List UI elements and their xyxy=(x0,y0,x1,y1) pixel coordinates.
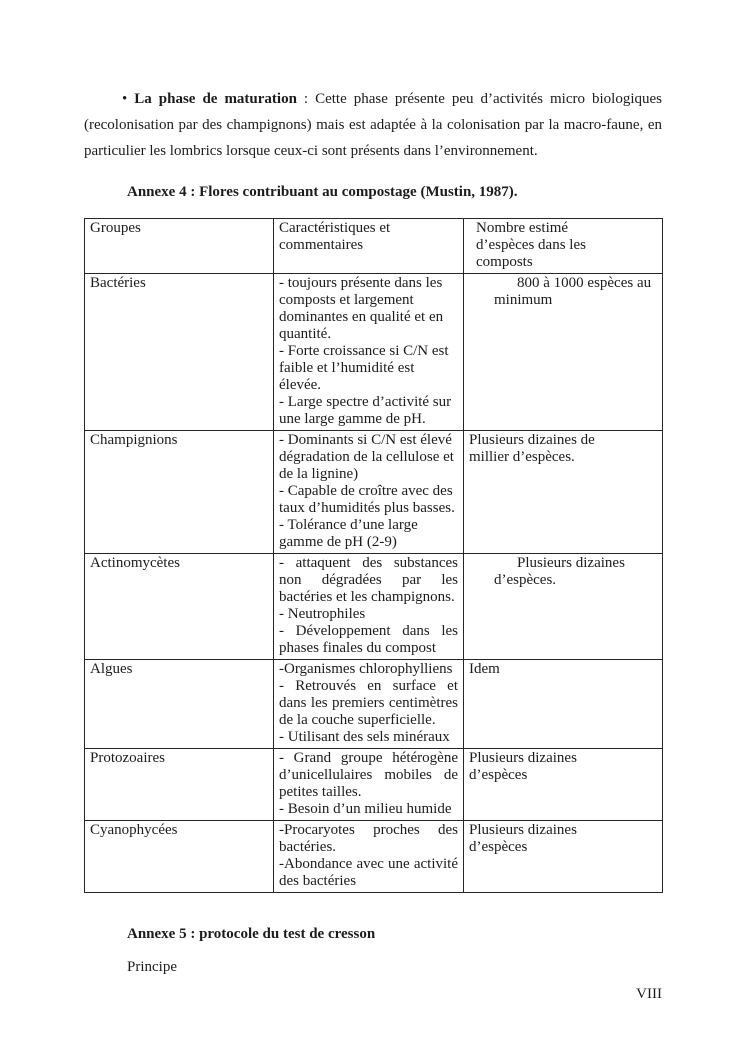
annexe4-heading: Annexe 4 : Flores contribuant au compostage (Mustin, 1987). xyxy=(127,184,518,200)
estimate-line: Plusieurs dizaines xyxy=(469,822,577,838)
estimate-line: d’espèces xyxy=(469,839,528,855)
characteristic-item: - Forte croissance si C/N est faible et l’humidité est élevée. xyxy=(279,343,449,393)
group-cell: Algues xyxy=(85,660,274,749)
characteristic-item: - Dominants si C/N est élevé dégradation de la cellulose et de la lignine) xyxy=(279,432,454,482)
header-nombre-line: d’espèces dans les xyxy=(476,237,586,253)
characteristic-item: - Neutrophiles xyxy=(279,606,366,622)
estimate-cell xyxy=(464,660,663,749)
table-row-bacteries xyxy=(85,274,663,431)
characteristics-cell xyxy=(274,821,464,893)
table-row-protozoaires xyxy=(85,749,663,821)
estimate-line: Plusieurs dizaines xyxy=(517,555,625,571)
estimate-cell xyxy=(464,431,663,554)
characteristic-item: - toujours présente dans les composts et largement dominantes en qualité et en quantité. xyxy=(279,275,444,342)
group-cell: Champignions xyxy=(85,431,274,554)
characteristics-cell xyxy=(274,274,464,431)
characteristic-item: -Procaryotes proches des bactéries. xyxy=(279,822,458,855)
annexe5-heading: Annexe 5 : protocole du test de cresson xyxy=(127,926,376,942)
group-cell: Actinomycètes xyxy=(85,554,274,660)
maturation-paragraph xyxy=(84,86,662,164)
flora-table xyxy=(84,218,663,893)
header-cell-caracteristiques: Caractéristiques et commentaires xyxy=(274,219,464,274)
table-header-row xyxy=(85,219,663,274)
characteristics-cell xyxy=(274,554,464,660)
characteristic-item: - Tolérance d’une large gamme de pH (2-9) xyxy=(279,517,418,550)
characteristic-item: - Capable de croître avec des taux d’humidités plus basses. xyxy=(279,483,455,516)
characteristic-item: - Utilisant des sels minéraux xyxy=(279,729,450,745)
estimate-line: Idem xyxy=(469,661,500,677)
characteristic-item: - Besoin d’un milieu humide xyxy=(279,801,452,817)
estimate-line: d’espèces xyxy=(469,767,528,783)
header-cell-groupes: Groupes xyxy=(85,219,274,274)
characteristics-cell xyxy=(274,660,464,749)
page-content xyxy=(84,0,662,1003)
characteristic-item: -Abondance avec une activité des bactéries xyxy=(279,856,458,889)
principe-label: Principe xyxy=(127,959,177,975)
estimate-line: d’espèces. xyxy=(494,572,557,588)
group-cell: Cyanophycées xyxy=(85,821,274,893)
table-row-algues xyxy=(85,660,663,749)
estimate-line: Plusieurs dizaines de xyxy=(469,432,595,448)
header-nombre-line: composts xyxy=(476,254,533,270)
intro-bold-lead: La phase de maturation xyxy=(134,91,297,107)
characteristics-cell xyxy=(274,431,464,554)
characteristic-item: - attaquent des substances non dégradées par les bactéries et les champignons. xyxy=(279,555,458,605)
table-row-cyanophycees xyxy=(85,821,663,893)
estimate-line: Plusieurs dizaines xyxy=(469,750,577,766)
table-row-champignions xyxy=(85,431,663,554)
estimate-cell xyxy=(464,274,663,431)
characteristic-item: - Grand groupe hétérogène d’unicellulaires mobiles de petites tailles. xyxy=(279,750,458,800)
header-nombre-line: Nombre estimé xyxy=(476,220,569,236)
intro-text: : Cette phase présente peu d’activités micro biologiques (recolonisation par des champignons) mais est adaptée à la colonisation par la macro-faune, en particulier les lombrics lorsque ceux-ci sont présents dans l’environnement. xyxy=(84,91,662,159)
estimate-line: minimum xyxy=(494,292,553,308)
characteristic-item: - Développement dans les phases finales du compost xyxy=(279,623,458,656)
estimate-line: 800 à 1000 espèces au xyxy=(517,275,652,291)
estimate-line: millier d’espèces. xyxy=(469,449,575,465)
page-number: VIII xyxy=(636,986,662,1002)
characteristic-item: -Organismes chlorophylliens xyxy=(279,661,453,677)
table-row-actinomycetes xyxy=(85,554,663,660)
header-cell-nombre xyxy=(464,219,663,274)
estimate-cell xyxy=(464,749,663,821)
group-cell: Protozoaires xyxy=(85,749,274,821)
characteristic-item: - Retrouvés en surface et dans les premiers centimètres de la couche superficielle. xyxy=(279,678,458,728)
bullet-icon: • xyxy=(122,91,128,107)
characteristics-cell xyxy=(274,749,464,821)
group-cell: Bactéries xyxy=(85,274,274,431)
estimate-cell xyxy=(464,821,663,893)
characteristic-item: - Large spectre d’activité sur une large gamme de pH. xyxy=(279,394,452,427)
estimate-cell xyxy=(464,554,663,660)
